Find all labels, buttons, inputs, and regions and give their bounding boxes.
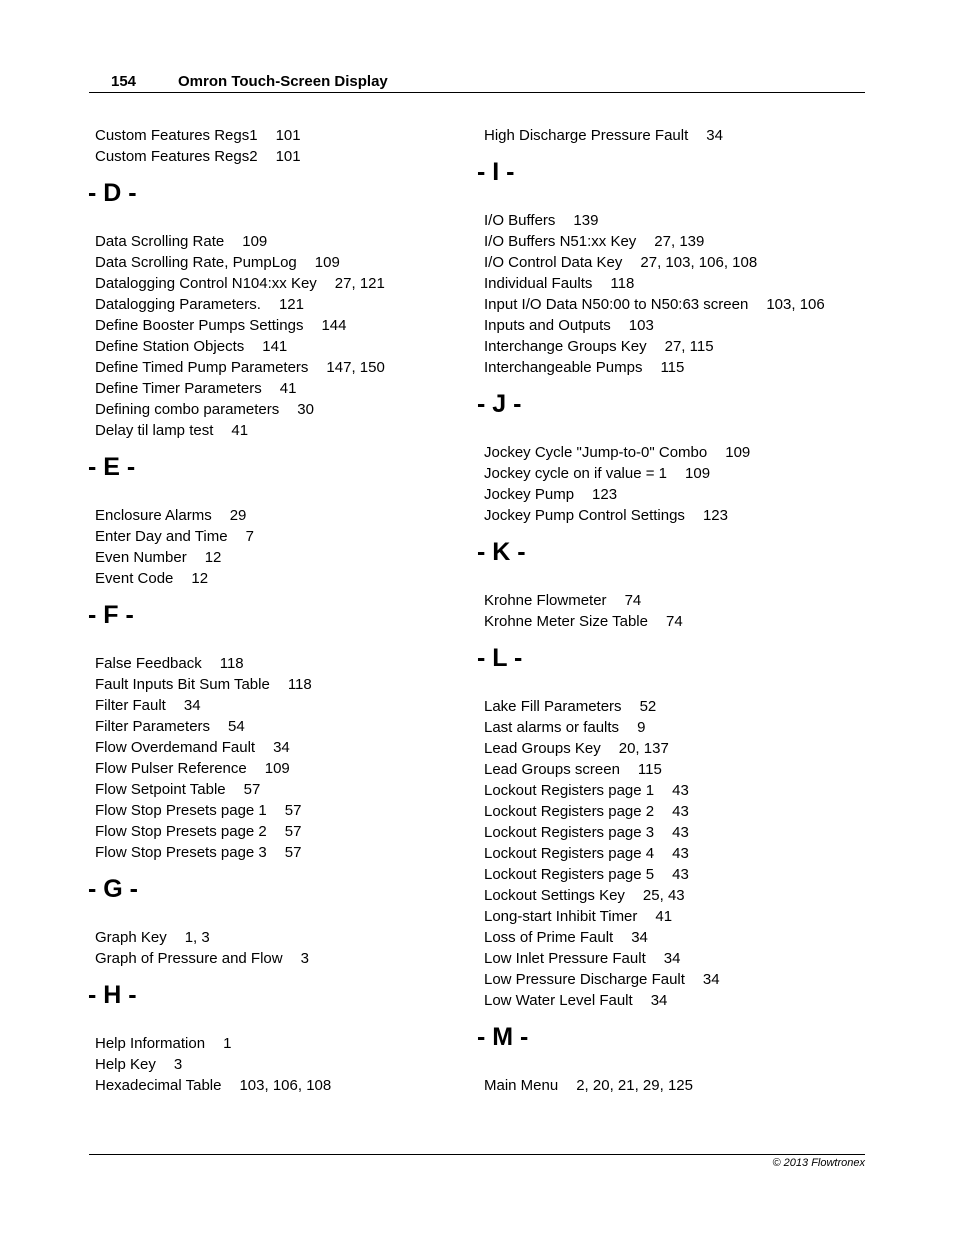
section-letter-heading: - H - <box>88 981 137 1009</box>
page-header <box>89 73 865 93</box>
index-entry <box>88 800 468 821</box>
index-entry <box>477 231 877 252</box>
index-page-refs[interactable]: 115 <box>660 359 685 376</box>
index-term: Last alarms or faults <box>484 719 620 736</box>
index-section <box>88 601 468 863</box>
index-term: Lake Fill Parameters <box>484 698 622 715</box>
index-entry <box>88 821 468 842</box>
index-entry <box>88 1054 468 1075</box>
page-number: 154 <box>111 73 137 90</box>
index-page-refs[interactable]: 52 <box>639 698 657 715</box>
page-title: Omron Touch-Screen Display <box>178 73 388 90</box>
index-term: I/O Buffers N51:xx Key <box>484 233 637 250</box>
index-term: Main Menu <box>484 1077 559 1094</box>
index-page-refs[interactable]: 34 <box>650 992 668 1009</box>
index-term: Even Number <box>95 549 187 566</box>
index-term: Defining combo parameters <box>95 401 280 418</box>
index-entry <box>477 801 877 822</box>
index-entry <box>477 357 877 378</box>
index-page-refs[interactable]: 27, 121 <box>334 275 385 292</box>
index-entry <box>88 252 468 273</box>
index-page-refs[interactable]: 3 <box>173 1056 183 1073</box>
index-entry <box>477 864 877 885</box>
index-page-refs[interactable]: 109 <box>314 254 340 271</box>
index-entry <box>477 927 877 948</box>
index-page-refs[interactable]: 20, 137 <box>618 740 669 757</box>
index-entry <box>477 273 877 294</box>
index-term: Low Inlet Pressure Fault <box>484 950 646 967</box>
index-term: Jockey Cycle "Jump-to-0" Combo <box>484 444 708 461</box>
index-term: Event Code <box>95 570 174 587</box>
index-entry <box>88 758 468 779</box>
index-page-refs[interactable]: 27, 139 <box>654 233 705 250</box>
index-term: Flow Stop Presets page 3 <box>95 844 267 861</box>
index-term: Lockout Registers page 3 <box>484 824 655 841</box>
index-term: I/O Buffers <box>484 212 556 229</box>
index-term: Inputs and Outputs <box>484 317 611 334</box>
index-entry <box>477 738 877 759</box>
index-page-refs[interactable]: 43 <box>672 866 689 883</box>
index-term: Flow Stop Presets page 2 <box>95 823 267 840</box>
index-section <box>477 390 877 526</box>
index-entry <box>477 611 877 632</box>
index-entry <box>88 674 468 695</box>
index-page-refs[interactable]: 147, 150 <box>326 359 385 376</box>
index-page-refs[interactable]: 41 <box>231 422 249 439</box>
index-page-refs[interactable]: 139 <box>573 212 599 229</box>
index-page-refs[interactable]: 34 <box>631 929 648 946</box>
index-page-refs[interactable]: 34 <box>706 127 723 144</box>
index-entry <box>477 717 877 738</box>
index-term: Long-start Inhibit Timer <box>484 908 638 925</box>
index-entry <box>88 653 468 674</box>
index-term: Hexadecimal Table <box>95 1077 222 1094</box>
index-term: Datalogging Parameters. <box>95 296 261 313</box>
index-section <box>477 158 877 378</box>
index-section <box>477 538 877 632</box>
index-term: Datalogging Control N104:xx Key <box>95 275 317 292</box>
index-term: Filter Fault <box>95 697 166 714</box>
index-entry <box>88 568 468 589</box>
index-page-refs[interactable]: 43 <box>672 824 689 841</box>
index-term: Define Timer Parameters <box>95 380 262 397</box>
index-section <box>477 644 877 1011</box>
index-term: False Feedback <box>95 655 202 672</box>
index-term: High Discharge Pressure Fault <box>484 127 689 144</box>
copyright-notice: © 2013 Flowtronex <box>772 1157 865 1169</box>
index-term: Graph of Pressure and Flow <box>95 950 283 967</box>
index-page-refs[interactable]: 27, 115 <box>664 338 714 355</box>
index-term: Help Information <box>95 1035 206 1052</box>
index-term: Jockey cycle on if value = 1 <box>484 465 668 482</box>
index-entry <box>88 526 468 547</box>
index-entry <box>88 231 468 252</box>
index-term: Loss of Prime Fault <box>484 929 614 946</box>
index-page-refs[interactable]: 109 <box>264 760 290 777</box>
index-entry <box>88 695 468 716</box>
index-entry <box>477 252 877 273</box>
index-section <box>88 453 468 589</box>
index-entry <box>88 146 468 167</box>
index-entry <box>88 357 468 378</box>
index-term: Data Scrolling Rate <box>95 233 225 250</box>
index-entry <box>88 336 468 357</box>
section-letter-heading: - K - <box>477 538 526 566</box>
index-term: Help Key <box>95 1056 156 1073</box>
index-page-refs[interactable]: 57 <box>243 781 261 798</box>
index-page-refs[interactable]: 118 <box>610 275 635 292</box>
index-term: Individual Faults <box>484 275 593 292</box>
section-letter-heading: - E - <box>88 453 136 481</box>
index-term: Define Timed Pump Parameters <box>95 359 309 376</box>
index-page-refs[interactable]: 101 <box>275 127 301 144</box>
index-term: Low Pressure Discharge Fault <box>484 971 685 988</box>
section-letter-heading: - I - <box>477 158 515 186</box>
index-entry <box>477 484 877 505</box>
index-term: Lockout Registers page 1 <box>484 782 655 799</box>
index-page-refs[interactable]: 41 <box>655 908 673 925</box>
index-entry <box>477 969 877 990</box>
index-page-refs[interactable]: 12 <box>204 549 222 566</box>
index-term: Lockout Registers page 2 <box>484 803 655 820</box>
index-page-refs[interactable]: 101 <box>275 148 301 165</box>
index-term: Graph Key <box>95 929 167 946</box>
index-entry <box>477 906 877 927</box>
index-entry <box>88 378 468 399</box>
index-section <box>88 981 468 1096</box>
index-page-refs[interactable]: 121 <box>278 296 304 313</box>
index-term: Custom Features Regs2 <box>95 148 258 165</box>
index-page-refs[interactable]: 118 <box>287 676 312 693</box>
index-term: Lockout Registers page 4 <box>484 845 655 862</box>
index-term: Jockey Pump Control Settings <box>484 507 685 524</box>
index-entry <box>477 843 877 864</box>
index-section <box>88 179 468 441</box>
section-letter-heading: - D - <box>88 179 137 207</box>
index-term: Lead Groups Key <box>484 740 601 757</box>
index-term: Lead Groups screen <box>484 761 620 778</box>
index-entry <box>477 442 877 463</box>
index-column-left <box>88 125 468 1096</box>
index-entry <box>88 948 468 969</box>
index-entry <box>88 737 468 758</box>
index-page-refs[interactable]: 109 <box>725 444 751 461</box>
index-entry <box>477 822 877 843</box>
index-page-refs[interactable]: 1 <box>223 1035 232 1052</box>
index-entry <box>477 505 877 526</box>
index-term: Flow Overdemand Fault <box>95 739 256 756</box>
index-entry <box>88 547 468 568</box>
index-term: Fault Inputs Bit Sum Table <box>95 676 270 693</box>
index-page-refs[interactable]: 34 <box>273 739 290 756</box>
index-term: Define Station Objects <box>95 338 245 355</box>
index-term: Filter Parameters <box>95 718 211 735</box>
index-entry <box>88 1075 468 1096</box>
index-page-refs[interactable]: 1, 3 <box>184 929 210 946</box>
index-entry <box>477 759 877 780</box>
index-page-refs[interactable]: 141 <box>262 338 288 355</box>
index-page-refs[interactable]: 123 <box>702 507 728 524</box>
index-term: Flow Pulser Reference <box>95 760 247 777</box>
index-page-refs[interactable]: 3 <box>300 950 309 967</box>
section-letter-heading: - M - <box>477 1023 529 1051</box>
index-entry <box>88 779 468 800</box>
index-entry <box>477 315 877 336</box>
index-page-refs[interactable]: 74 <box>665 613 683 630</box>
index-page-refs[interactable]: 115 <box>637 761 662 778</box>
index-page-refs[interactable]: 103 <box>628 317 654 334</box>
index-page-refs[interactable]: 43 <box>672 803 689 820</box>
index-term: Flow Stop Presets page 1 <box>95 802 267 819</box>
index-page-refs[interactable]: 34 <box>663 950 681 967</box>
index-entry <box>477 948 877 969</box>
index-term: Custom Features Regs1 <box>95 127 258 144</box>
index-page-refs[interactable]: 30 <box>297 401 314 418</box>
index-page-refs[interactable]: 109 <box>685 465 711 482</box>
index-entry <box>88 505 468 526</box>
index-page-refs[interactable]: 54 <box>228 718 245 735</box>
index-term: Low Water Level Fault <box>484 992 633 1009</box>
index-term: Data Scrolling Rate, PumpLog <box>95 254 297 271</box>
index-page-refs[interactable]: 43 <box>672 845 689 862</box>
index-entry <box>88 315 468 336</box>
index-entry <box>477 885 877 906</box>
index-section <box>477 1023 877 1096</box>
section-letter-heading: - F - <box>88 601 134 629</box>
index-page-refs[interactable]: 109 <box>242 233 268 250</box>
index-page-refs[interactable]: 144 <box>321 317 347 334</box>
index-entry <box>477 294 877 315</box>
index-page-refs[interactable]: 103, 106 <box>766 296 825 313</box>
index-section <box>88 875 468 969</box>
index-entry <box>88 420 468 441</box>
index-page-refs[interactable]: 57 <box>284 802 302 819</box>
index-entry <box>477 125 877 146</box>
index-entry <box>88 294 468 315</box>
index-page-refs[interactable]: 123 <box>592 486 618 503</box>
index-term: Delay til lamp test <box>95 422 214 439</box>
index-page-refs[interactable]: 103, 106, 108 <box>239 1077 332 1094</box>
section-letter-heading: - G - <box>88 875 138 903</box>
index-page-refs[interactable]: 12 <box>191 570 209 587</box>
index-term: Krohne Flowmeter <box>484 592 607 609</box>
index-term: Lockout Registers page 5 <box>484 866 655 883</box>
index-column-right <box>477 125 877 1096</box>
index-entry <box>477 696 877 717</box>
index-page-refs[interactable]: 7 <box>245 528 254 545</box>
index-entry <box>88 273 468 294</box>
index-page-refs[interactable]: 25, 43 <box>642 887 685 904</box>
index-term: Interchange Groups Key <box>484 338 647 355</box>
index-page-refs[interactable]: 9 <box>637 719 646 736</box>
index-term: Enclosure Alarms <box>95 507 212 524</box>
index-term: Interchangeable Pumps <box>484 359 643 376</box>
index-page-refs[interactable]: 2, 20, 21, 29, 125 <box>576 1077 693 1094</box>
index-entry <box>477 210 877 231</box>
index-entry <box>88 927 468 948</box>
section-letter-heading: - L - <box>477 644 523 672</box>
index-page-refs[interactable]: 43 <box>672 782 689 799</box>
index-page-refs[interactable]: 118 <box>219 655 244 672</box>
index-page-refs[interactable]: 29 <box>229 507 247 524</box>
index-page-refs[interactable]: 27, 103, 106, 108 <box>640 254 758 271</box>
index-term: Flow Setpoint Table <box>95 781 226 798</box>
index-entry <box>477 590 877 611</box>
index-term: Krohne Meter Size Table <box>484 613 648 630</box>
index-page-refs[interactable]: 34 <box>183 697 201 714</box>
index-term: Input I/O Data N50:00 to N50:63 screen <box>484 296 749 313</box>
index-page-refs[interactable]: 57 <box>284 844 302 861</box>
index-entry <box>477 780 877 801</box>
index-entry <box>88 125 468 146</box>
page-footer <box>89 1154 865 1169</box>
index-term: Jockey Pump <box>484 486 575 503</box>
index-entry <box>477 463 877 484</box>
index-term: Define Booster Pumps Settings <box>95 317 304 334</box>
index-entry <box>477 1075 877 1096</box>
index-entry <box>477 990 877 1011</box>
index-page-refs[interactable]: 41 <box>279 380 297 397</box>
index-term: Lockout Settings Key <box>484 887 625 904</box>
index-entry <box>88 399 468 420</box>
index-page-refs[interactable]: 34 <box>702 971 720 988</box>
index-page-refs[interactable]: 57 <box>284 823 302 840</box>
index-entry <box>88 716 468 737</box>
index-term: I/O Control Data Key <box>484 254 623 271</box>
index-term: Enter Day and Time <box>95 528 228 545</box>
index-entry <box>88 1033 468 1054</box>
section-letter-heading: - J - <box>477 390 522 418</box>
index-entry <box>88 842 468 863</box>
index-entry <box>477 336 877 357</box>
index-page-refs[interactable]: 74 <box>624 592 642 609</box>
